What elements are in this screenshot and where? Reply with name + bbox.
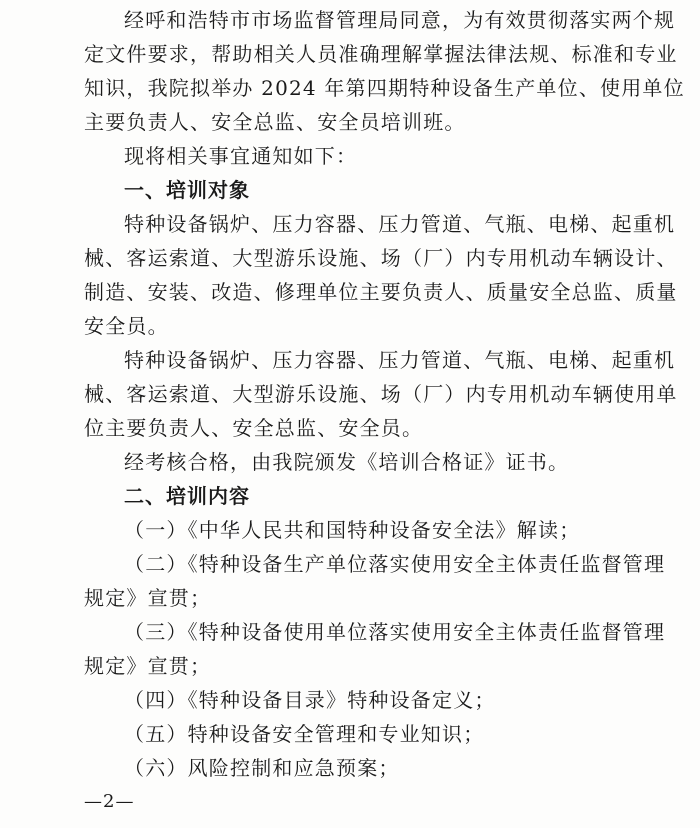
- intro-line-2: 定文件要求，帮助相关人员准确理解掌握法律法规、标准和专业: [84, 42, 678, 66]
- section2-item-3-line-1: （三）《特种设备使用单位落实使用安全主体责任监督管理: [124, 620, 666, 644]
- section2-heading: 二、培训内容: [124, 484, 250, 508]
- section2-item-2-line-2: 规定》宣贯；: [84, 586, 212, 610]
- notice-line: 现将相关事宜通知如下：: [124, 144, 358, 168]
- section2-item-1: （一）《中华人民共和国特种设备安全法》解读；: [124, 518, 581, 542]
- section1-para2-line-1: 特种设备锅炉、压力容器、压力管道、气瓶、电梯、起重机: [124, 348, 676, 372]
- section1-para1-line-4: 安全员。: [84, 314, 169, 338]
- intro-line-3: 知识，我院拟举办 2024 年第四期特种设备生产单位、使用单位: [84, 76, 685, 100]
- section2-item-2-line-1: （二）《特种设备生产单位落实使用安全主体责任监督管理: [124, 552, 666, 576]
- section1-para3: 经考核合格，由我院颁发《培训合格证》证书。: [124, 450, 570, 474]
- section1-para1-line-1: 特种设备锅炉、压力容器、压力管道、气瓶、电梯、起重机: [124, 212, 676, 236]
- section1-para1-line-3: 制造、安装、改造、修理单位主要负责人、质量安全总监、质量: [84, 280, 678, 304]
- section1-para2-line-3: 位主要负责人、安全总监、安全员。: [84, 416, 424, 440]
- section2-item-3-line-2: 规定》宣贯；: [84, 654, 212, 678]
- section1-para2-line-2: 械、客运索道、大型游乐设施、场（厂）内专用机动车辆使用单: [84, 382, 678, 406]
- section1-para1-line-2: 械、客运索道、大型游乐设施、场（厂）内专用机动车辆设计、: [84, 246, 678, 270]
- section2-item-5: （五）特种设备安全管理和专业知识；: [124, 722, 485, 746]
- section2-item-6: （六）风险控制和应急预案；: [124, 756, 400, 780]
- section2-item-4: （四）《特种设备目录》特种设备定义；: [124, 688, 496, 712]
- intro-line-4: 主要负责人、安全总监、安全员培训班。: [84, 110, 466, 134]
- section1-heading: 一、培训对象: [124, 178, 250, 202]
- page-number: —2—: [84, 791, 135, 812]
- intro-line-1: 经呼和浩特市市场监督管理局同意，为有效贯彻落实两个规: [124, 8, 676, 32]
